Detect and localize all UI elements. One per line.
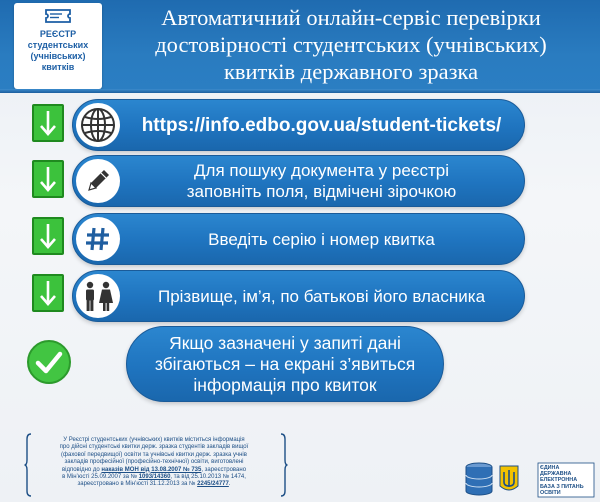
arrow-down-icon <box>34 106 62 140</box>
owner-name-text: Прізвище, ім’я, по батькові його власника <box>157 286 486 306</box>
edbo-label: ЄДИНА ДЕРЖАВНА ЕЛЕКТРОННА БАЗА З ПИТАНЬ ОСВІТИ <box>540 465 584 496</box>
registry-badge-label: РЕЄСТР студентських (учнівських) квитків <box>27 29 89 72</box>
database-icon <box>466 463 492 495</box>
footnote-line: про дійсні студентські квитки держ. зразка студентів закладів вищої <box>59 444 249 451</box>
right-brace-icon <box>280 433 288 497</box>
fill-fields-text: Для пошуку документа у реєстрі заповніть поля, відмічені зірочкою <box>186 161 457 201</box>
footnote-line: У Реєстрі студентських (учнівських) квитків міститься інформація <box>63 437 245 443</box>
order-link[interactable]: наказів МОН від 13.08.2007 № 735 <box>101 466 202 473</box>
footnote-line <box>30 481 278 488</box>
step-arrow-1 <box>32 104 64 142</box>
step-series-number-pill <box>72 213 525 265</box>
header-banner <box>0 0 600 93</box>
arrow-down-icon <box>34 276 62 310</box>
footnote-text: зареєстровано в Мін’юсті 31.12.2013 за № <box>77 481 198 488</box>
step-owner-name-pill <box>72 270 525 322</box>
trident-icon <box>500 466 518 490</box>
step-fill-fields-pill <box>72 155 525 207</box>
registry-badge <box>14 3 102 89</box>
step-arrow-3 <box>32 217 64 255</box>
pencil-icon <box>76 159 120 203</box>
footnote-line <box>30 467 278 474</box>
page-title: Автоматичний онлайн-сервіс перевірки достовірності студентських (учнівських) квитків державного зразка <box>155 5 547 84</box>
service-url-link[interactable]: https://info.edbo.gov.ua/student-tickets/ <box>141 114 502 136</box>
registration-link[interactable]: 2245/24777 <box>197 481 229 488</box>
footnote-line: закладів професійної (професійно-технічної) освіти, виготовлені <box>64 459 244 466</box>
footnote-text: відповідно до <box>61 466 102 473</box>
footnote-text: . <box>228 481 231 488</box>
footnote-text: в Мін’юсті 25.09.2007 за № <box>62 474 139 481</box>
step-arrow-2 <box>32 160 64 198</box>
step-arrow-4 <box>32 274 64 312</box>
footnote-text: , зареєстровано <box>201 466 247 473</box>
ticket-icon <box>45 8 71 24</box>
hash-icon <box>76 217 120 261</box>
checkmark-icon <box>27 340 71 384</box>
step-url-pill[interactable] <box>72 99 525 151</box>
footnote-line: (фахової передвищої) освіти та учнівські квитки держ. зразка учнів <box>61 451 247 458</box>
result-info-pill: Якщо зазначені у запиті дані збігаються – на екрані з’явиться інформація про квиток <box>126 326 444 402</box>
arrow-down-icon <box>34 219 62 253</box>
footnote-text: , та від 25.10.2013 № 1474, <box>170 474 246 481</box>
legal-footnote <box>30 437 278 495</box>
person-icon <box>76 274 120 318</box>
series-number-text: Введіть серію і номер квитка <box>208 229 435 249</box>
registration-link[interactable]: 1093/14360 <box>138 474 171 481</box>
globe-icon <box>76 103 120 147</box>
arrow-down-icon <box>34 162 62 196</box>
